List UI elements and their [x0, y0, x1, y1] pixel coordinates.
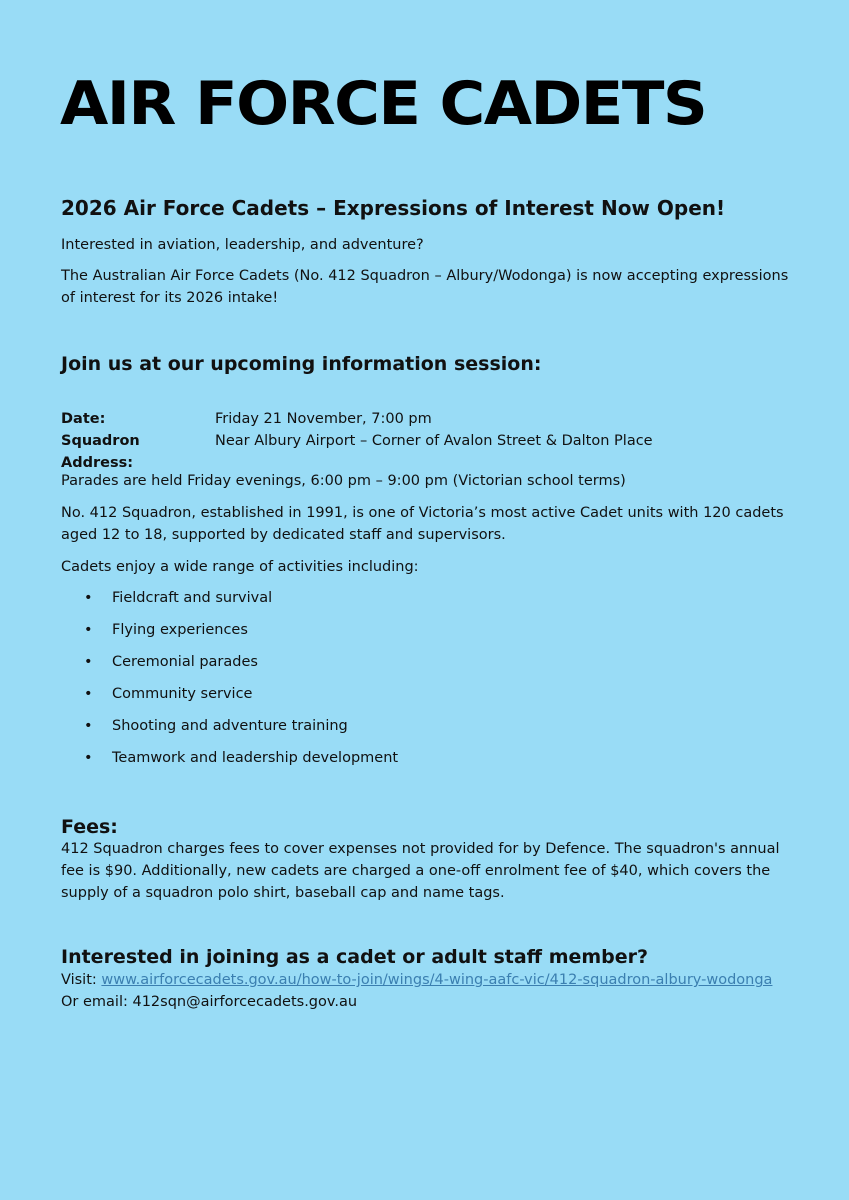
session-heading: Join us at our upcoming information session:: [61, 353, 542, 375]
fees-text: 412 Squadron charges fees to cover expenses not provided for by Defence. The squadron's annual fee is $90. Additionally, new cadets are charged a one-off enrolment fee of $40, which covers the supply of a squadron polo shirt, baseball cap and name tags.: [61, 841, 780, 901]
contact-heading: Interested in joining as a cadet or adult staff member?: [61, 946, 649, 968]
intro-question: Interested in aviation, leadership, and adventure?: [61, 237, 424, 253]
list-item: [84, 683, 398, 715]
main-title: AIR FORCE CADETS: [60, 69, 707, 139]
list-item-label: Fieldcraft and survival: [112, 590, 273, 606]
visit-label: Visit:: [61, 972, 102, 988]
email-address: 412sqn@airforcecadets.gov.au: [132, 994, 358, 1010]
bullet-icon: •: [84, 622, 93, 638]
list-item-label: Community service: [112, 686, 253, 702]
email-line: [61, 991, 357, 1013]
visit-line: [61, 969, 772, 991]
activities-list: [84, 587, 398, 779]
list-item: [84, 619, 398, 651]
list-item-label: Flying experiences: [112, 622, 248, 638]
about-text: No. 412 Squadron, established in 1991, is one of Victoria’s most active Cadet units with 120 cadets aged 12 to 18, supported by dedicated staff and supervisors.: [61, 505, 784, 543]
bullet-icon: •: [84, 590, 93, 606]
list-item: [84, 747, 398, 779]
list-item: [84, 715, 398, 747]
address-label: Squadron Address:: [61, 433, 140, 471]
list-item-label: Teamwork and leadership development: [112, 750, 399, 766]
bullet-icon: •: [84, 686, 93, 702]
address-value: Near Albury Airport – Corner of Avalon Street & Dalton Place: [215, 433, 653, 449]
fees-heading: Fees:: [61, 816, 118, 838]
list-item-label: Ceremonial parades: [112, 654, 258, 670]
date-value: Friday 21 November, 7:00 pm: [215, 411, 432, 427]
eoi-heading: 2026 Air Force Cadets – Expressions of Interest Now Open!: [61, 196, 726, 220]
squadron-website-link[interactable]: www.airforcecadets.gov.au/how-to-join/wings/4-wing-aafc-vic/412-squadron-albury-wodonga: [101, 972, 773, 988]
bullet-icon: •: [84, 718, 93, 734]
bullet-icon: •: [84, 654, 93, 670]
email-label: Or email:: [61, 994, 133, 1010]
intro-text: The Australian Air Force Cadets (No. 412 Squadron – Albury/Wodonga) is now accepting expressions of interest for its 2026 intake!: [61, 268, 789, 306]
parades-text: Parades are held Friday evenings, 6:00 pm – 9:00 pm (Victorian school terms): [61, 473, 626, 489]
address-row: [61, 430, 653, 474]
session-details: [61, 408, 653, 474]
bullet-icon: •: [84, 750, 93, 766]
date-label: Date:: [61, 411, 106, 427]
list-item: [84, 651, 398, 683]
list-item: [84, 587, 398, 619]
activities-intro: Cadets enjoy a wide range of activities including:: [61, 559, 419, 575]
list-item-label: Shooting and adventure training: [112, 718, 348, 734]
date-row: [61, 408, 653, 430]
